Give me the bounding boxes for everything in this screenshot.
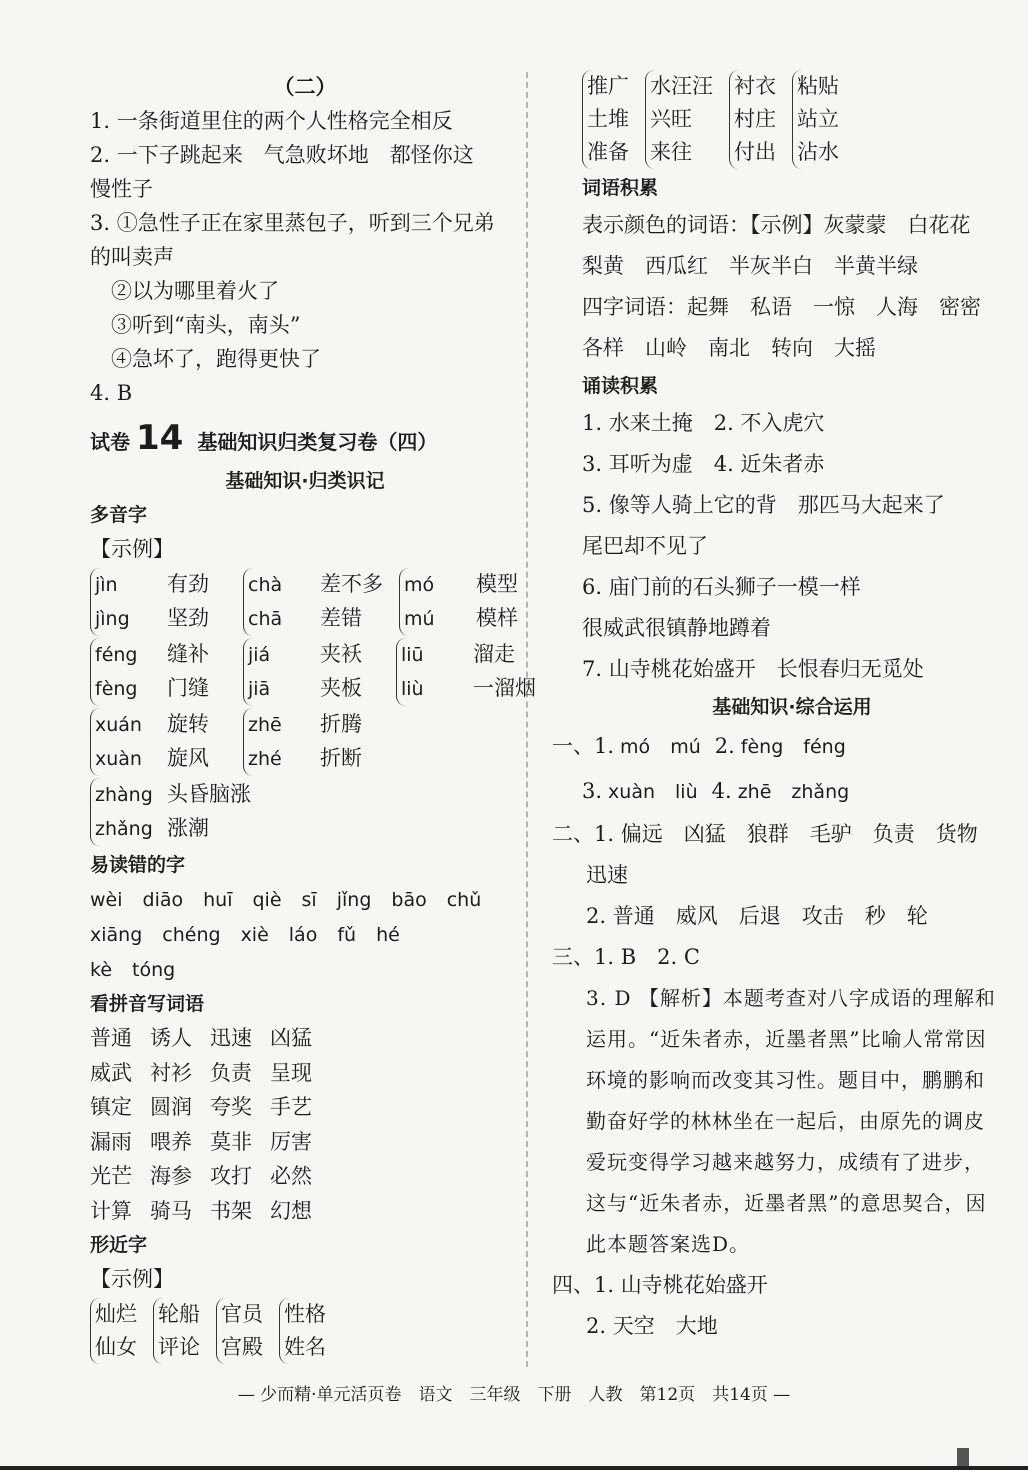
word: 莫非 (210, 1129, 252, 1154)
word: 迅速 (210, 1026, 252, 1050)
polyphone-group (90, 778, 251, 846)
answer-line: 2. 一下子跳起来 气急败坏地 都怪你这 (90, 143, 474, 167)
word: 仙女 (95, 1335, 137, 1359)
q3-label: 三、 (552, 945, 594, 969)
word: 模样 (476, 606, 518, 630)
polyphone-entry (248, 568, 383, 602)
vocab-lines (582, 205, 1002, 369)
word: 水汪汪 (650, 74, 713, 98)
pinyin: jiā (248, 678, 271, 700)
answer-line: ④急坏了，跑得更快了 (90, 347, 321, 371)
pinyin: sī (301, 889, 317, 911)
misread-line (90, 952, 520, 987)
misread-list (90, 882, 520, 987)
q2-text: 1. 偏远 凶猛 狼群 毛驴 负责 货物 (594, 822, 978, 846)
word: 夹袄 (320, 642, 362, 666)
pinyin: jìn (95, 574, 118, 596)
pinyin: xiè (240, 924, 269, 946)
polyphone-list (90, 568, 536, 846)
similar-group (153, 1298, 200, 1364)
paper-title-text: 基础知识归类复习卷（四） (197, 430, 438, 454)
word: 喂养 (150, 1129, 192, 1154)
pinyin: zhǎng (95, 818, 153, 840)
word: 必然 (270, 1164, 312, 1188)
polyphone-group (90, 638, 227, 706)
answer-line: 1. 一条街道里住的两个人性格完全相反 (90, 109, 453, 133)
word: 宫殿 (221, 1335, 263, 1359)
word: 普通 (90, 1026, 132, 1050)
pinyin: zhàng (95, 784, 153, 806)
word: 衬衫 (150, 1060, 192, 1085)
pinyin: diāo (142, 889, 184, 911)
word-row (90, 1125, 520, 1160)
part-title: 基础知识·归类识记 (225, 470, 385, 492)
polyphone-entry (404, 568, 536, 602)
pinyin: mú (404, 608, 435, 630)
word: 差不多 (320, 572, 383, 596)
polyphone-example-label: 【示例】 (90, 537, 174, 561)
word: 夸奖 (210, 1095, 252, 1119)
pinyin-answer: mó (620, 736, 651, 758)
vocab-line: 表示颜色的词语：【示例】灰蒙蒙 白花花 (582, 213, 971, 237)
right-column (552, 70, 1002, 1347)
similar-group (729, 70, 776, 169)
word-row (90, 1056, 520, 1091)
answer-line: ②以为哪里着火了 (90, 279, 279, 303)
pinyin: xiāng (90, 924, 143, 946)
misread-heading: 易读错的字 (90, 854, 186, 876)
word: 模型 (476, 572, 518, 596)
word-row (90, 1194, 520, 1229)
word: 一溜烟 (473, 676, 536, 700)
paper-title (90, 416, 520, 464)
polyphone-entry (248, 672, 380, 706)
polyphone-entry (248, 638, 380, 672)
section-two-title: （二） (273, 74, 337, 99)
polyphone-group (243, 638, 380, 706)
misread-line (90, 917, 520, 952)
polyphone-group (243, 568, 383, 636)
left-column (90, 70, 536, 1366)
word: 轮船 (158, 1302, 200, 1326)
pinyin: chéng (162, 924, 221, 946)
word: 官员 (221, 1302, 263, 1326)
word: 门缝 (167, 676, 209, 700)
q3-line1: 1. B 2. C (594, 945, 700, 969)
pinyin-answer: féng (803, 736, 846, 758)
pinyin: wèi (90, 889, 123, 911)
pinyin: jiá (248, 644, 271, 666)
polyphone-entry (248, 742, 380, 776)
word: 站立 (797, 107, 839, 131)
pinyin: bāo (391, 889, 427, 911)
word: 镇定 (90, 1095, 132, 1119)
pinyin-answer: zhǎng (791, 781, 850, 803)
recite-line: 5. 像等人骑上它的背 那匹马大起来了 (582, 493, 945, 517)
word: 折腾 (320, 712, 362, 736)
polyphone-row (90, 778, 520, 846)
recite-line: 7. 山寺桃花始盛开 长恨春归无觅处 (582, 657, 924, 681)
q3-explanation: 3. D 【解析】本题考查对八字成语的理解和运用。“近朱者赤，近墨者黑”比喻人常常因环境的影响而改变其习性。题目中，鹏鹏和勤奋好学的林林坐在一起后，由原先的调皮爱玩变得学习越来越努力，成绩有了进步，这与“近朱者赤，近墨者黑”的意思契合，因此本题答案选D。 (586, 986, 996, 1256)
word: 灿烂 (95, 1302, 137, 1326)
q4-line (552, 1265, 1002, 1306)
word: 沾水 (797, 140, 839, 164)
recite-heading: 诵读积累 (582, 375, 659, 397)
word: 幻想 (270, 1198, 312, 1223)
word: 衬衣 (734, 74, 776, 98)
polyphone-group (90, 568, 227, 636)
pinyin: mó (404, 574, 435, 596)
word: 旋风 (167, 746, 209, 770)
pinyin: xuàn (95, 748, 142, 770)
q1-line2 (582, 779, 863, 803)
question-two (552, 814, 1002, 937)
q2-label: 二、 (552, 822, 594, 846)
word: 书架 (210, 1198, 252, 1223)
recite-line: 1. 水来土掩 2. 不入虎穴 (582, 411, 825, 435)
pinyin: qiè (252, 889, 282, 911)
word: 缝补 (167, 642, 209, 666)
word: 兴旺 (650, 107, 692, 131)
pinyin: zhé (248, 748, 282, 770)
word: 坚劲 (167, 606, 209, 630)
answer-line: 4. B (90, 381, 133, 405)
pinyin: fèng (95, 678, 138, 700)
word: 夹板 (320, 676, 362, 700)
polyphone-entry (401, 638, 536, 672)
word: 准备 (587, 140, 629, 164)
q-number: 1. (594, 734, 615, 758)
pinyin: chà (248, 574, 283, 596)
q-number: 3. (582, 779, 603, 803)
word: 光芒 (90, 1164, 132, 1188)
similar-group (645, 70, 713, 169)
pinyin: jìng (95, 608, 130, 630)
pinyin-answer: xuàn (608, 781, 656, 803)
word: 溜走 (473, 642, 515, 666)
recite-line: 很威武很镇静地蹲着 (582, 616, 771, 640)
pinyin: kè (90, 959, 113, 981)
similar-group (792, 70, 839, 169)
pinyin: láo (288, 924, 318, 946)
similar-group (582, 70, 629, 169)
word: 圆润 (150, 1095, 192, 1119)
answer-line: 的叫卖声 (90, 245, 174, 269)
word: 涨潮 (167, 816, 209, 840)
pinyin: fǔ (337, 924, 357, 946)
word: 呈现 (270, 1060, 312, 1085)
answer-line: 慢性子 (90, 177, 153, 201)
part2-title: 基础知识·综合运用 (712, 696, 872, 718)
word: 旋转 (167, 712, 209, 736)
word: 海参 (150, 1164, 192, 1188)
polyphone-entry (401, 672, 536, 706)
polyphone-group (243, 708, 380, 776)
polyphone-entry (95, 602, 227, 636)
q2-line: 2. 普通 威风 后退 攻击 秒 轮 (586, 904, 928, 928)
polyphone-row (90, 638, 536, 706)
pinyin: jǐng (336, 889, 372, 911)
word: 头昏脑涨 (167, 782, 251, 806)
polyphone-row (90, 568, 520, 636)
pinyin-answer: fèng (740, 736, 784, 758)
similar-group (216, 1298, 263, 1364)
word: 计算 (90, 1198, 132, 1223)
pinyin-answer: mú (670, 736, 701, 758)
word: 付出 (734, 140, 776, 164)
polyphone-entry (95, 812, 251, 846)
similar-group (279, 1298, 326, 1364)
similar-groups-left (90, 1298, 520, 1364)
word-row (90, 1090, 520, 1125)
word: 土堆 (587, 107, 629, 131)
q4-line: 2. 天空 大地 (586, 1314, 718, 1338)
answer-line: 3. ①急性子正在家里蒸包子，听到三个兄弟 (90, 211, 495, 235)
word: 姓名 (284, 1335, 326, 1359)
word: 推广 (587, 74, 629, 98)
word: 骑马 (150, 1198, 192, 1223)
similar-groups-right (582, 70, 1002, 169)
polyphone-entry (404, 602, 536, 636)
similar-group (90, 1298, 137, 1364)
paper-prefix: 试卷 (90, 430, 130, 454)
polyphone-entry (95, 742, 227, 776)
polyphone-entry (248, 602, 383, 636)
word-row (90, 1021, 520, 1056)
recite-lines (582, 403, 1002, 690)
q2-lines (552, 814, 1002, 937)
word-row (90, 1159, 520, 1194)
vocab-line: 四字词语：起舞 私语 一惊 人海 密密 (582, 295, 981, 319)
word: 性格 (284, 1302, 326, 1326)
word: 评论 (158, 1335, 200, 1359)
paper-number: 14 (136, 418, 184, 458)
answer-line: ③听到“南头，南头” (90, 313, 301, 337)
pinyin: liū (401, 644, 424, 666)
polyphone-entry (95, 568, 227, 602)
q-number: 2. (714, 734, 735, 758)
word: 粘贴 (797, 74, 839, 98)
q2-line: 迅速 (586, 863, 628, 887)
question-four (552, 1265, 1002, 1347)
polyphone-entry (95, 778, 251, 812)
polyphone-group (90, 708, 227, 776)
polyphone-group (396, 638, 536, 706)
q4-text: 1. 山寺桃花始盛开 (594, 1273, 768, 1297)
q4-label: 四、 (552, 1273, 594, 1297)
pinyin: chā (248, 608, 283, 630)
pinyin: zhē (248, 714, 282, 736)
pinyin-answer: liù (675, 781, 698, 803)
word: 有劲 (167, 572, 209, 596)
column-divider (526, 72, 528, 1367)
q-number: 4. (711, 779, 732, 803)
pinyin: tóng (132, 959, 176, 981)
polyphone-entry (95, 638, 227, 672)
word: 折断 (320, 746, 362, 770)
question-three (552, 937, 1002, 1265)
polyphone-entry (95, 672, 227, 706)
q1-label: 一、 (552, 734, 594, 758)
recite-line: 6. 庙门前的石头狮子一模一样 (582, 575, 861, 599)
pinyin: xuán (95, 714, 142, 736)
section-two-answers (90, 104, 520, 410)
pinyin: féng (95, 644, 138, 666)
polyphone-entry (248, 708, 380, 742)
word: 负责 (210, 1060, 252, 1085)
polyphone-heading: 多音字 (90, 504, 148, 526)
word: 厉害 (270, 1129, 312, 1154)
polyphone-entry (95, 708, 227, 742)
pinyin: hé (376, 924, 400, 946)
pinyin-words-heading: 看拼音写词语 (90, 993, 205, 1015)
similar-heading: 形近字 (90, 1234, 148, 1256)
word: 威武 (90, 1060, 132, 1085)
word: 差错 (320, 606, 362, 630)
word: 凶猛 (270, 1026, 312, 1050)
recite-line: 尾巴却不见了 (582, 534, 708, 558)
vocab-heading: 词语积累 (582, 177, 659, 199)
recite-line: 3. 耳听为虚 4. 近朱者赤 (582, 452, 825, 476)
pinyin: chǔ (446, 889, 482, 911)
vocab-line: 各样 山岭 南北 转向 大摇 (582, 336, 876, 360)
bottom-edge (0, 1466, 1028, 1470)
misread-line (90, 882, 520, 917)
similar-example-label: 【示例】 (90, 1267, 174, 1291)
word: 诱人 (150, 1026, 192, 1050)
pinyin: liù (401, 678, 424, 700)
word: 漏雨 (90, 1129, 132, 1154)
word: 来往 (650, 140, 692, 164)
polyphone-row (90, 708, 520, 776)
q2-line (552, 814, 1002, 855)
pinyin: huī (203, 889, 233, 911)
q1-line1 (594, 734, 860, 758)
vocab-line: 梨黄 西瓜红 半灰半白 半黄半绿 (582, 254, 918, 278)
word: 攻打 (210, 1164, 252, 1188)
question-one (552, 724, 1002, 814)
q4-lines (552, 1265, 1002, 1347)
pinyin-words-list (90, 1021, 520, 1228)
polyphone-group (399, 568, 536, 636)
word: 村庄 (734, 107, 776, 131)
word: 手艺 (270, 1095, 312, 1119)
page-footer: — 少而精·单元活页卷 语文 三年级 下册 人教 第12页 共14页 — (237, 1385, 791, 1405)
pinyin-answer: zhē (737, 781, 772, 803)
